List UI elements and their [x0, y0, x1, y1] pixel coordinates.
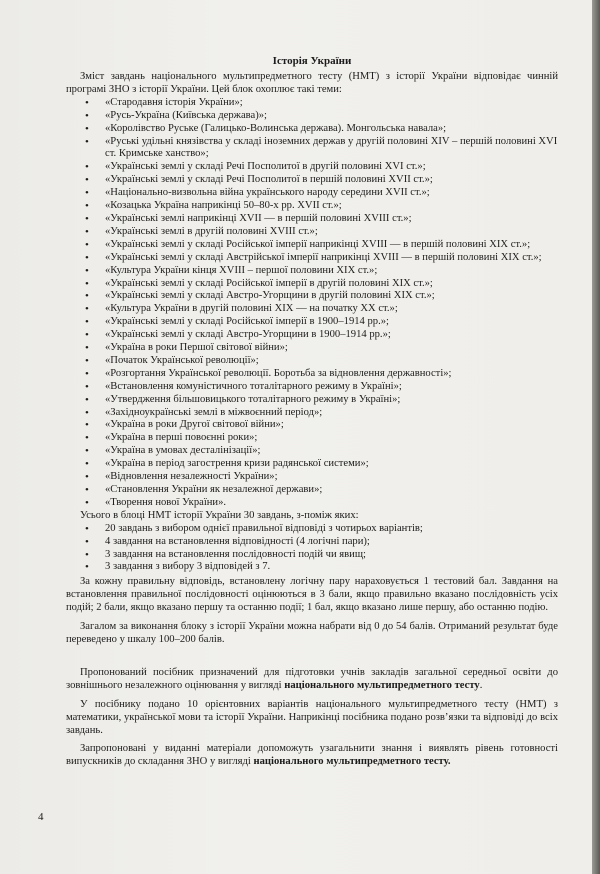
topic-list-item: • «Українські землі у складі Російської імперії в другій половині XIX ст.»;	[105, 278, 558, 291]
topic-list-item: • «Україна в роки Першої світової війни»;	[105, 342, 558, 355]
task-type-list-item: • 20 завдань з вибором однієї правильної відповіді з чотирьох варіантів;	[105, 523, 558, 536]
tasks-intro: Усього в блоці НМТ історії України 30 завдань, з-поміж яких:	[80, 509, 359, 521]
topic-list-item: • «Національно-визвольна війна українського народу середини XVII ст.»;	[105, 187, 558, 200]
topic-list-item: • «Початок Української революції»;	[105, 355, 558, 368]
topic-list-item: • «Українські землі у складі Російської імперії в 1900–1914 рр.»;	[105, 316, 558, 329]
topic-list-item: • «Встановлення комуністичного тоталітарного режиму в Україні»;	[105, 381, 558, 394]
topic-list-item: • «Королівство Руське (Галицько-Волинська держава). Монгольська навала»;	[105, 123, 558, 136]
topic-list-item: • «Українські землі у складі Речі Посполитої в другій половині XVI ст.»;	[105, 161, 558, 174]
topic-list-item: • «Українські землі наприкінці XVII — в першій половині XVIII ст.»;	[105, 213, 558, 226]
purpose-end: .	[479, 679, 483, 691]
topic-list-item: • «Стародавня історія України»;	[105, 97, 558, 110]
topic-list-item: • «Руські удільні князівства у складі іноземних держав у другій половині XIV – першій половині XVI ст. Кримське ханство»;	[105, 136, 558, 162]
topic-list-item: • «Відновлення незалежності України»;	[105, 471, 558, 484]
page-title: Історія України	[272, 55, 352, 67]
scoring-paragraph: За кожну правильну відповідь, встановлену логічну пару нараховується 1 тестовий бал. Завдання на встановлення правильної послідовності оцінюються в 3 бали, якщо правильно вказано послідовність усіх подій; 2 бали, якщо вказано першу та останню події; 1 бал, якщо вказано лише першу, або останню подію.	[66, 576, 558, 614]
intro-paragraph: Зміст завдань національного мультипредметного тесту (НМТ) з історії України відповідає чинній програмі ЗНО з історії України. Цей блок охоплює такі теми:	[66, 71, 558, 95]
topic-list-item: • «Творення нової України».	[105, 497, 558, 510]
closing-bold-text: національного мультипредметного тесту.	[253, 756, 451, 768]
topic-list-item: • «Козацька Україна наприкінці 50–80-х рр. XVII ст.»;	[105, 200, 558, 213]
topic-list-item: • «Українські землі в другій половині XVIII ст.»;	[105, 226, 558, 239]
topic-list-item: • «Розгортання Української революції. Боротьба за відновлення державності»;	[105, 368, 558, 381]
closing-text: Запропоновані у виданні матеріали допоможуть узагальнити знання і виявлять рівень готовності випускників до складання ЗНО у вигляді	[66, 743, 558, 768]
topic-list-item: • «Українські землі у складі Речі Посполитої в першій половині XVII ст.»;	[105, 174, 558, 187]
topic-list-item: • «Українські землі у складі Австро-Угорщини в другій половині XIX ст.»;	[105, 290, 558, 303]
task-type-list-item: • 3 завдання на встановлення послідовності подій чи явищ;	[105, 549, 558, 562]
tasks-list	[66, 523, 558, 575]
purpose-text: Пропонований посібник призначений для підготовки учнів закладів загальної середньої освіти до зовнішнього незалежного оцінювання у вигляді	[66, 666, 558, 691]
purpose-paragraph	[66, 667, 558, 693]
topic-list-item: • «Утвердження більшовицького тоталітарного режиму в Україні»;	[105, 394, 558, 407]
task-type-list-item: • 4 завдання на встановлення відповідності (4 логічні пари);	[105, 536, 558, 549]
topics-list	[66, 97, 558, 510]
page-number: 4	[38, 811, 44, 823]
topic-list-item: • «Україна в період загострення кризи радянської системи»;	[105, 458, 558, 471]
topic-list-item: • «Українські землі у складі Австро-Угорщини в 1900–1914 рр.»;	[105, 329, 558, 342]
total-paragraph: Загалом за виконання блоку з історії України можна набрати від 0 до 54 балів. Отриманий результат буде переведено у шкалу 100–200 балів.	[66, 621, 558, 645]
topic-list-item: • «Культура України кінця XVIII – першої половини XIX ст.»;	[105, 265, 558, 278]
topic-list-item: • «Україна в роки Другої світової війни»;	[105, 419, 558, 432]
closing-paragraph	[66, 743, 558, 769]
topic-list-item: • «Україна в умовах десталінізації»;	[105, 445, 558, 458]
contents-paragraph: У посібнику подано 10 орієнтовних варіантів національного мультипредметного тесту (НМТ) з математики, української мови та історії України. Наприкінці посібника подано розв’язки та відповіді до всіх завдань.	[66, 698, 558, 736]
topic-list-item: • «Русь-Україна (Київська держава)»;	[105, 110, 558, 123]
topic-list-item: • «Становлення України як незалежної держави»;	[105, 484, 558, 497]
purpose-bold-text: національного мультипредметного тесту	[284, 679, 480, 691]
task-type-list-item: • 3 завдання з вибору 3 відповідей з 7.	[105, 561, 558, 574]
topic-list-item: • «Українські землі у складі Австрійської імперії наприкінці XVIII — в першій половині XIX ст.»;	[105, 252, 558, 265]
topic-list-item: • «Українські землі у складі Російської імперії наприкінці XVIII — в першій половині XIX ст.»;	[105, 239, 558, 252]
topic-list-item: • «Україна в перші повоєнні роки»;	[105, 432, 558, 445]
topic-list-item: • «Культура України в другій половині XIX — на початку XX ст.»;	[105, 303, 558, 316]
page-edge-shadow	[592, 0, 600, 874]
topic-list-item: • «Західноукраїнські землі в міжвоєнний період»;	[105, 407, 558, 420]
